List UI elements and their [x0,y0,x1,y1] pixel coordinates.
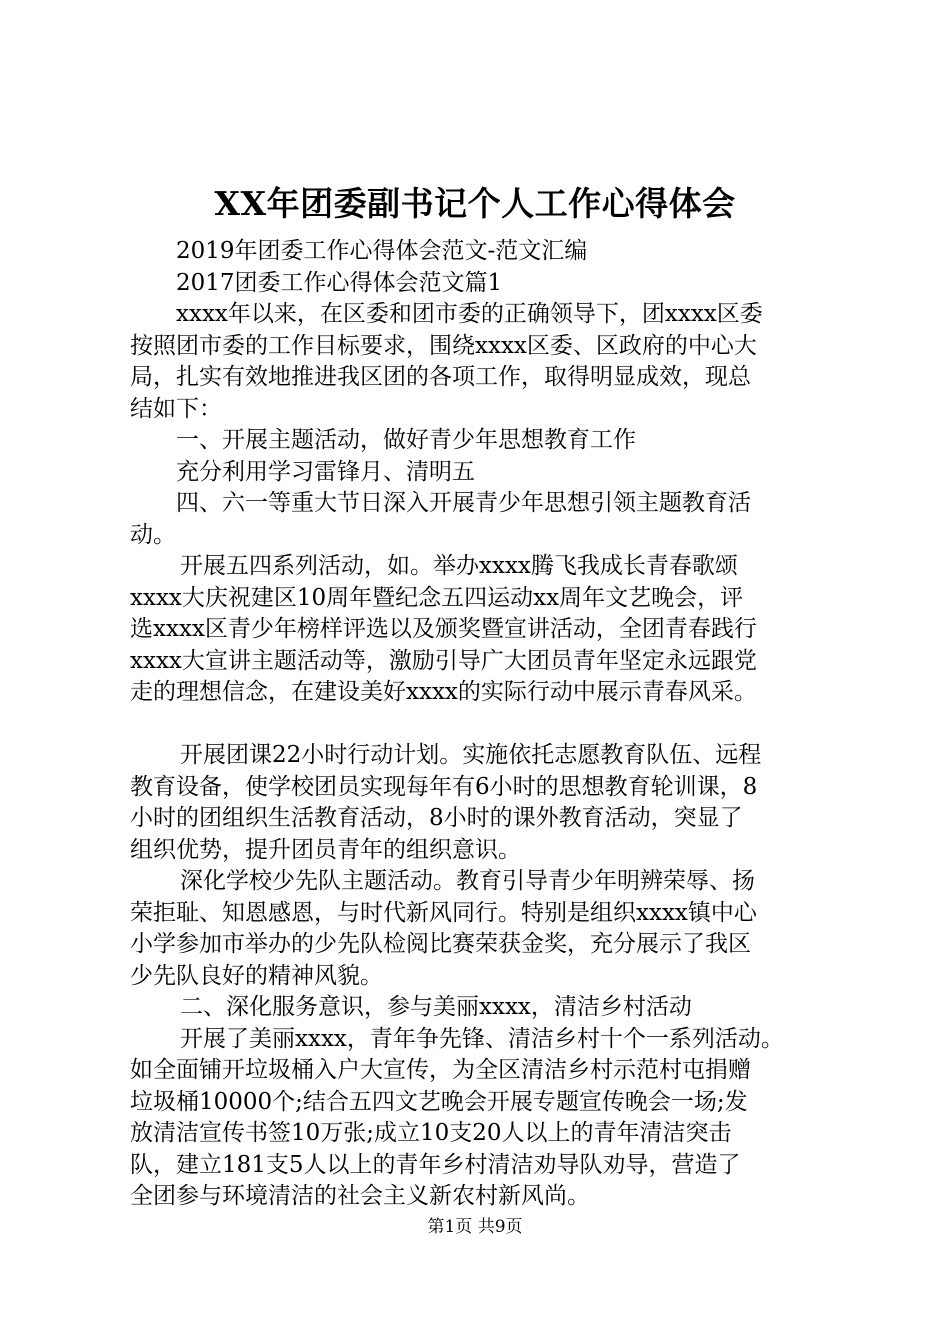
section-heading: 二、深化服务意识，参与美丽xxxx，清洁乡村活动 [180,994,692,1020]
body-line: 局，扎实有效地推进我区团的各项工作，取得明显成效，现总 [130,364,751,390]
paragraph-gap [130,709,830,741]
body-line: 走的理想信念，在建设美好xxxx的实际行动中展示青春风采。 [130,679,757,705]
body-line: 开展五四系列活动，如。举办xxxx腾飞我成长青春歌颂 [180,553,738,579]
body-line: 队，建立181支5人以上的青年乡村清洁劝导队劝导，营造了 [130,1151,741,1178]
document-body [130,236,830,1213]
document-title: XX年团委副书记个人工作心得体会 [214,184,736,223]
body-line: xxxx大宣讲主题活动等，激励引导广大团员青年坚定永远跟党 [130,647,757,674]
body-line: xxxx年以来，在区委和团市委的正确领导下，团xxxx区委 [176,301,763,327]
body-line: 充分利用学习雷锋月、清明五 [176,458,475,485]
body-line: 结如下： [130,395,222,422]
body-line: 按照团市委的工作目标要求，围绕xxxx区委、区政府的中心大 [130,332,757,359]
body-line: 四、六一等重大节日深入开展青少年思想引领主题教育活 [176,490,751,516]
body-line: 小时的团组织生活教育活动，8小时的课外教育活动，突显了 [130,805,743,831]
body-line: 荣拒耻、知恩感恩，与时代新风同行。特别是组织xxxx镇中心 [130,899,757,926]
body-line: 2017团委工作心得体会范文篇1 [176,269,503,296]
body-line: 如全面铺开垃圾桶入户大宣传，为全区清洁乡村示范村屯捐赠 [130,1057,751,1083]
body-line: 选xxxx区青少年榜样评选以及颁奖暨宣讲活动，全团青春践行 [130,616,757,642]
body-line: 组织优势，提升团员青年的组织意识。 [130,836,521,863]
body-line: xxxx大庆祝建区10周年暨纪念五四运动xx周年文艺晚会，评 [130,584,744,611]
body-line: 小学参加市举办的少先队检阅比赛荣获金奖，充分展示了我区 [130,931,751,957]
body-line: 深化学校少先队主题活动。教育引导青少年明辨荣辱、扬 [180,868,755,894]
body-line: 垃圾桶10000个;结合五四文艺晚会开展专题宣传晚会一场;发 [130,1088,748,1115]
body-line: 少先队良好的精神风貌。 [130,962,383,989]
body-line: 全团参与环境清洁的社会主义新农村新风尚。 [130,1183,590,1209]
section-heading: 一、开展主题活动，做好青少年思想教育工作 [176,427,636,453]
body-line: 动。 [130,521,176,548]
body-line: 2019年团委工作心得体会范文-范文汇编 [176,238,588,264]
body-line: 开展团课22小时行动计划。实施依托志愿教育队伍、远程 [180,742,762,768]
body-line: 开展了美丽xxxx，青年争先锋、清洁乡村十个一系列活动。 [180,1025,784,1052]
page-number: 第1页 共9页 [427,1217,523,1237]
body-line: 放清洁宣传书签10万张;成立10支20人以上的青年清洁突击 [130,1120,732,1146]
body-line: 教育设备，使学校团员实现每年有6小时的思想教育轮训课，8 [130,773,758,800]
